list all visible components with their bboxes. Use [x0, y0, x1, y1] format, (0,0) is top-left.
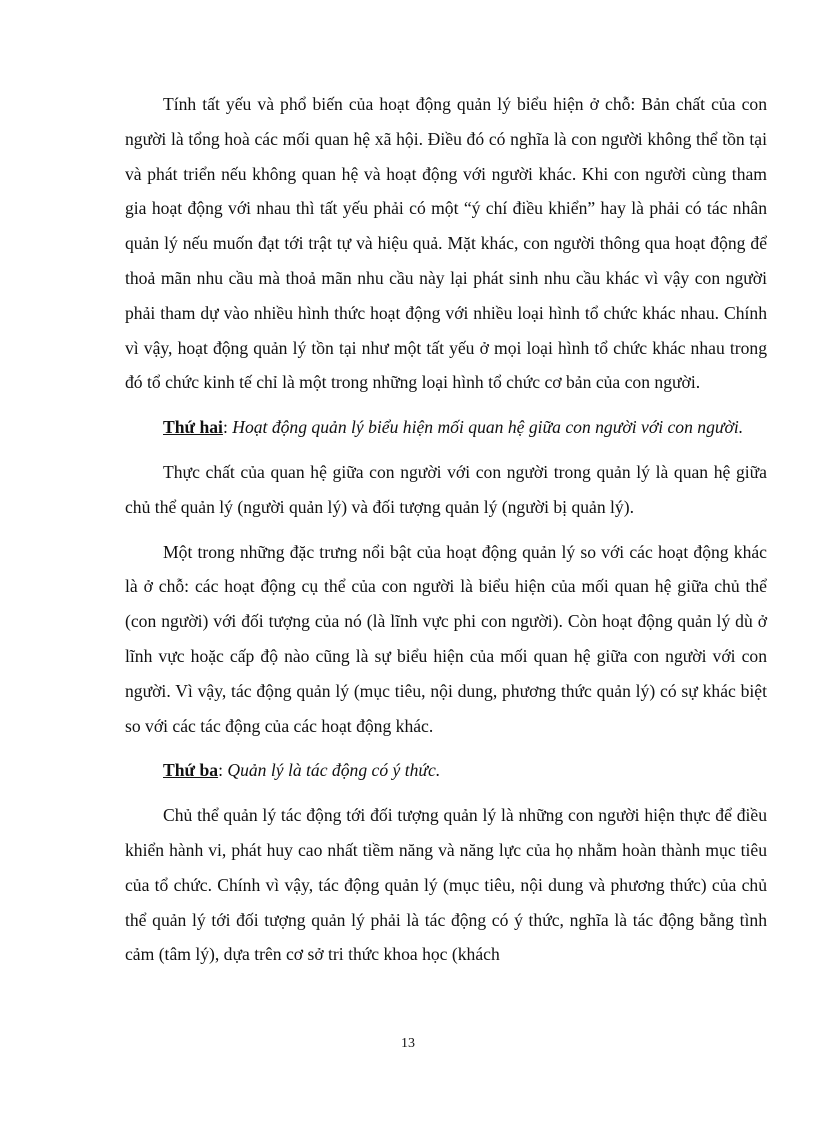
heading-third-label: Thứ ba: [163, 760, 219, 781]
heading-third: [125, 753, 767, 788]
heading-second-label: Thứ hai: [163, 417, 223, 438]
body-text: [125, 87, 767, 982]
heading-second: [125, 410, 767, 445]
paragraph-conscious-action: Chủ thể quản lý tác động tới đối tượng quản lý là những con người hiện thực để điều khiển hành vi, phát huy cao nhất tiềm năng và năng lực của họ nhằm hoàn thành mục tiêu của tổ chức. Chính vì vậy, tác động quản lý (mục tiêu, nội dung và phương thức) của chủ thể quản lý tới đối tượng quản lý phải là tác động có ý thức, nghĩa là tác động bằng tình cảm (tâm lý), dựa trên cơ sở tri thức khoa học (khách: [125, 805, 767, 965]
paragraph-relationship: Thực chất của quan hệ giữa con người với con người trong quản lý là quan hệ giữa chủ thể quản lý (người quản lý) và đối tượng quản lý (người bị quản lý).: [125, 461, 767, 517]
paragraph-necessity: Tính tất yếu và phổ biến của hoạt động quản lý biểu hiện ở chỗ: Bản chất của con người là tổng hoà các mối quan hệ xã hội. Điều đó có nghĩa là con người không thể tồn tại và phát triển nếu không quan hệ và hoạt động với người khác. Khi con người cùng tham gia hoạt động với nhau thì tất yếu phải có một “ý chí điều khiển” hay là phải có tác nhân quản lý nếu muốn đạt tới trật tự và hiệu quả. Mặt khác, con người thông qua hoạt động để thoả mãn nhu cầu mà thoả mãn nhu cầu này lại phát sinh nhu cầu khác vì vậy con người phải tham dự vào nhiều hình thức hoạt động với nhiều loại hình tổ chức khác nhau. Chính vì vậy, hoạt động quản lý tồn tại như một tất yếu ở mọi loại hình tổ chức khác nhau trong đó tổ chức kinh tế chỉ là một trong những loại hình tổ chức cơ bản của con người.: [125, 94, 767, 393]
heading-second-text: Hoạt động quản lý biểu hiện mối quan hệ giữa con người với con người.: [232, 417, 744, 438]
heading-third-separator: :: [218, 760, 228, 781]
heading-second-separator: :: [222, 417, 233, 438]
page-number: 13: [401, 1036, 415, 1051]
heading-third-text: Quản lý là tác động có ý thức.: [227, 760, 441, 781]
paragraph-characteristic: Một trong những đặc trưng nổi bật của hoạt động quản lý so với các hoạt động khác là ở chỗ: các hoạt động cụ thể của con người là biểu hiện của mối quan hệ giữa chủ thể (con người) với đối tượng của nó (là lĩnh vực phi con người). Còn hoạt động quản lý dù ở lĩnh vực hoặc cấp độ nào cũng là sự biểu hiện của mối quan hệ giữa con người với con người. Vì vậy, tác động quản lý (mục tiêu, nội dung, phương thức quản lý) có sự khác biệt so với các tác động của các hoạt động khác.: [125, 541, 767, 736]
